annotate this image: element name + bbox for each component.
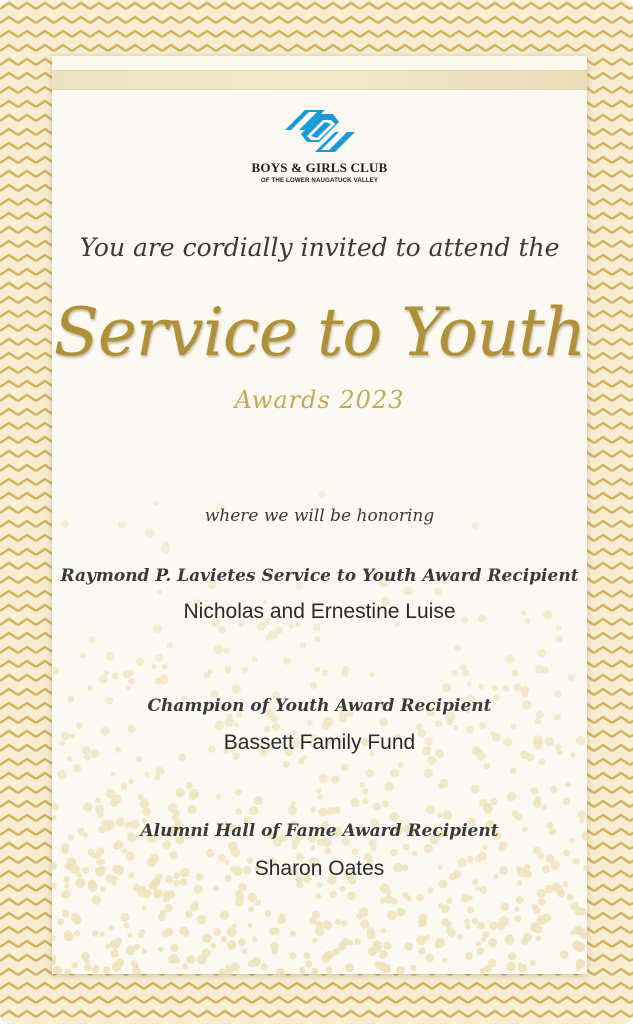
award-recipient-champion: Bassett Family Fund xyxy=(223,731,416,754)
invitation-card xyxy=(52,56,587,974)
invitation-intro: You are cordially invited to attend the xyxy=(79,233,560,262)
boys-girls-club-hands-icon xyxy=(281,106,359,156)
award-label-alumni: Alumni Hall of Fame Award Recipient xyxy=(140,821,499,841)
organization-name: BOYS & GIRLS CLUB xyxy=(251,160,388,175)
event-subtitle: Awards 2023 xyxy=(234,386,405,414)
event-title: Service to Youth xyxy=(53,294,586,371)
award-recipient-lavietes: Nicholas and Ernestine Luise xyxy=(183,600,456,623)
organization-logo xyxy=(52,106,587,184)
award-label-champion: Champion of Youth Award Recipient xyxy=(147,696,492,716)
award-recipient-alumni: Sharon Oates xyxy=(254,857,385,880)
organization-subname: OF THE LOWER NAUGATUCK VALLEY xyxy=(260,177,379,184)
award-label-lavietes: Raymond P. Lavietes Service to Youth Award Recipient xyxy=(60,566,579,586)
honoring-text: where we will be honoring xyxy=(204,506,435,526)
